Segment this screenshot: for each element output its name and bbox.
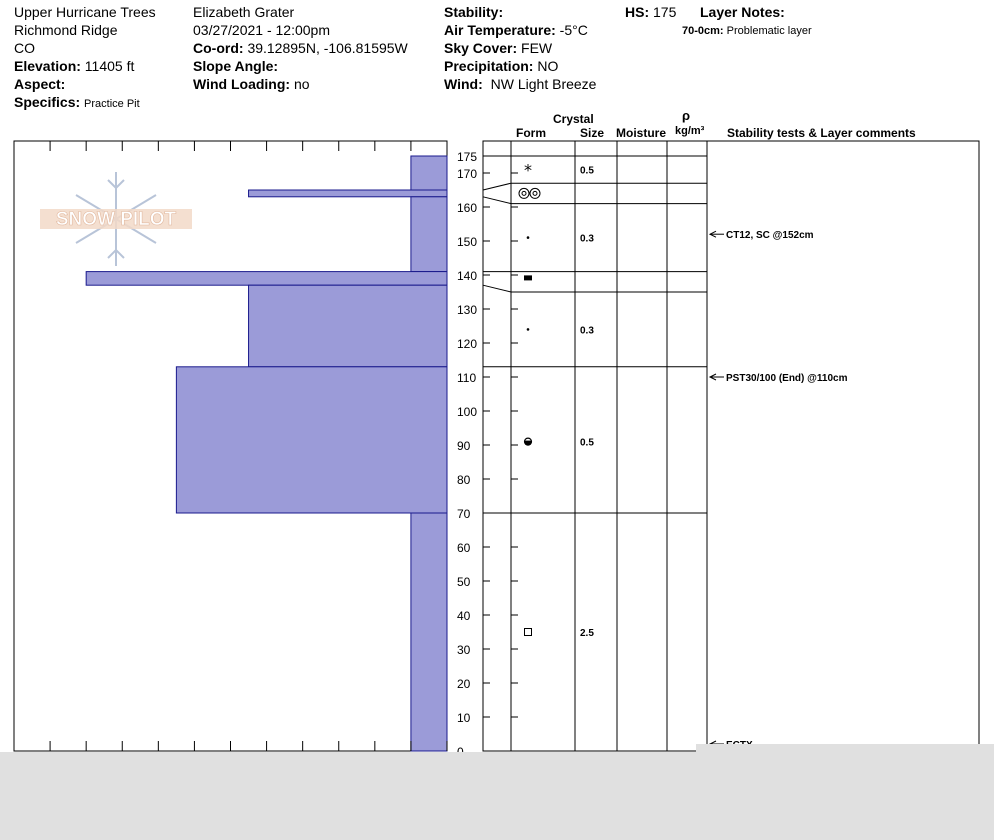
depth-tick-label: 160 xyxy=(457,201,478,215)
hs-label: HS: xyxy=(625,4,650,20)
depth-tick-label: 60 xyxy=(457,541,471,555)
rho-header: ρ xyxy=(682,108,691,123)
layer-connector xyxy=(483,197,511,204)
observer-name: Elizabeth Grater xyxy=(193,4,295,20)
air-temp-value: -5°C xyxy=(559,22,588,38)
logo-text: SNOW PILOT xyxy=(55,209,177,230)
crystal-size-label: 0.3 xyxy=(580,325,594,337)
state-name: CO xyxy=(14,40,35,56)
depth-tick-label: 30 xyxy=(457,643,471,657)
precip-value: NO xyxy=(537,58,559,74)
depth-tick-label: 10 xyxy=(457,711,471,725)
depth-tick-label: 150 xyxy=(457,235,478,249)
elevation-value: 11405 ft xyxy=(84,58,135,74)
crystal-form-symbol xyxy=(533,191,537,195)
wind-label: Wind: xyxy=(444,76,483,92)
area-name: Richmond Ridge xyxy=(14,22,118,38)
hardness-bar xyxy=(249,285,447,367)
stability-test-comment: CT12, SC @152cm xyxy=(726,230,814,242)
depth-tick-label: 40 xyxy=(457,609,471,623)
sky-value: FEW xyxy=(521,40,553,56)
precip-label: Precipitation: xyxy=(444,58,534,74)
crystal-form-symbol: * xyxy=(524,160,532,180)
wind-loading-label: Wind Loading: xyxy=(193,76,291,92)
crystal-form-symbol xyxy=(527,236,530,239)
depth-tick-label: 110 xyxy=(457,371,477,385)
location-name: Upper Hurricane Trees xyxy=(14,4,156,20)
wind-loading-value: no xyxy=(293,76,310,92)
elevation-label: Elevation: xyxy=(14,58,81,74)
crystal-form-symbol xyxy=(522,191,526,195)
moisture-header: Moisture xyxy=(616,126,667,140)
observation-datetime: 03/27/2021 - 12:00pm xyxy=(193,22,330,38)
crystal-header: Crystal xyxy=(553,112,594,126)
depth-tick-label: 170 xyxy=(457,167,478,181)
stability-label: Stability: xyxy=(444,4,504,20)
crystal-form-symbol xyxy=(519,188,529,198)
depth-tick-label: 140 xyxy=(457,269,478,283)
layer-notes-label: Layer Notes: xyxy=(700,4,785,20)
crystal-form-symbol xyxy=(530,188,540,198)
hardness-bar xyxy=(411,156,447,190)
hardness-bar xyxy=(86,272,447,286)
form-header: Form xyxy=(516,126,546,140)
coord-label: Co-ord: xyxy=(193,40,244,56)
sky-label: Sky Cover: xyxy=(444,40,518,56)
layer-note-range: 70-0cm: xyxy=(682,25,724,37)
crystal-form-symbol xyxy=(527,328,530,331)
crystal-size-label: 0.5 xyxy=(580,165,594,177)
density-unit-header: kg/m³ xyxy=(675,125,705,137)
hardness-bar xyxy=(176,367,447,513)
layer-connector xyxy=(483,285,511,292)
air-temp-label: Air Temperature: xyxy=(444,22,556,38)
crystal-form-symbol xyxy=(525,629,532,636)
hardness-bar xyxy=(411,197,447,272)
hs-value: 175 xyxy=(653,4,677,20)
depth-tick-label: 90 xyxy=(457,439,471,453)
hardness-bar xyxy=(249,190,447,197)
size-header: Size xyxy=(580,126,605,140)
depth-tick-label: 20 xyxy=(457,677,471,691)
comments-panel xyxy=(710,230,848,751)
specifics-value: Practice Pit xyxy=(84,98,140,110)
wind-value: NW Light Breeze xyxy=(490,76,597,92)
depth-tick-label: 70 xyxy=(457,507,471,521)
crystal-size-label: 0.3 xyxy=(580,233,594,245)
layer-note-text: Problematic layer xyxy=(726,25,812,37)
hardness-bar xyxy=(411,513,447,751)
crystal-size-label: 0.5 xyxy=(580,437,594,449)
coord-value: 39.12895N, -106.81595W xyxy=(247,40,408,56)
comments-header: Stability tests & Layer comments xyxy=(727,126,916,140)
depth-tick-label: 80 xyxy=(457,473,471,487)
layer-connector xyxy=(483,183,511,190)
hardness-profile xyxy=(14,141,447,751)
depth-tick-label: 130 xyxy=(457,303,478,317)
depth-tick-label: 100 xyxy=(457,405,478,419)
specifics-label: Specifics: xyxy=(14,94,81,110)
slope-angle-label: Slope Angle: xyxy=(193,58,279,74)
depth-tick-label: 50 xyxy=(457,575,471,589)
stability-test-comment: PST30/100 (End) @110cm xyxy=(726,373,848,384)
crystal-form-symbol xyxy=(525,441,531,445)
crystal-size-label: 2.5 xyxy=(580,628,594,639)
crystal-form-symbol xyxy=(524,275,532,280)
footer-area xyxy=(0,752,994,840)
depth-tick-label: 120 xyxy=(457,337,478,351)
depth-axis xyxy=(457,150,518,759)
aspect-label: Aspect: xyxy=(14,76,66,92)
depth-tick-label: 175 xyxy=(457,150,478,164)
